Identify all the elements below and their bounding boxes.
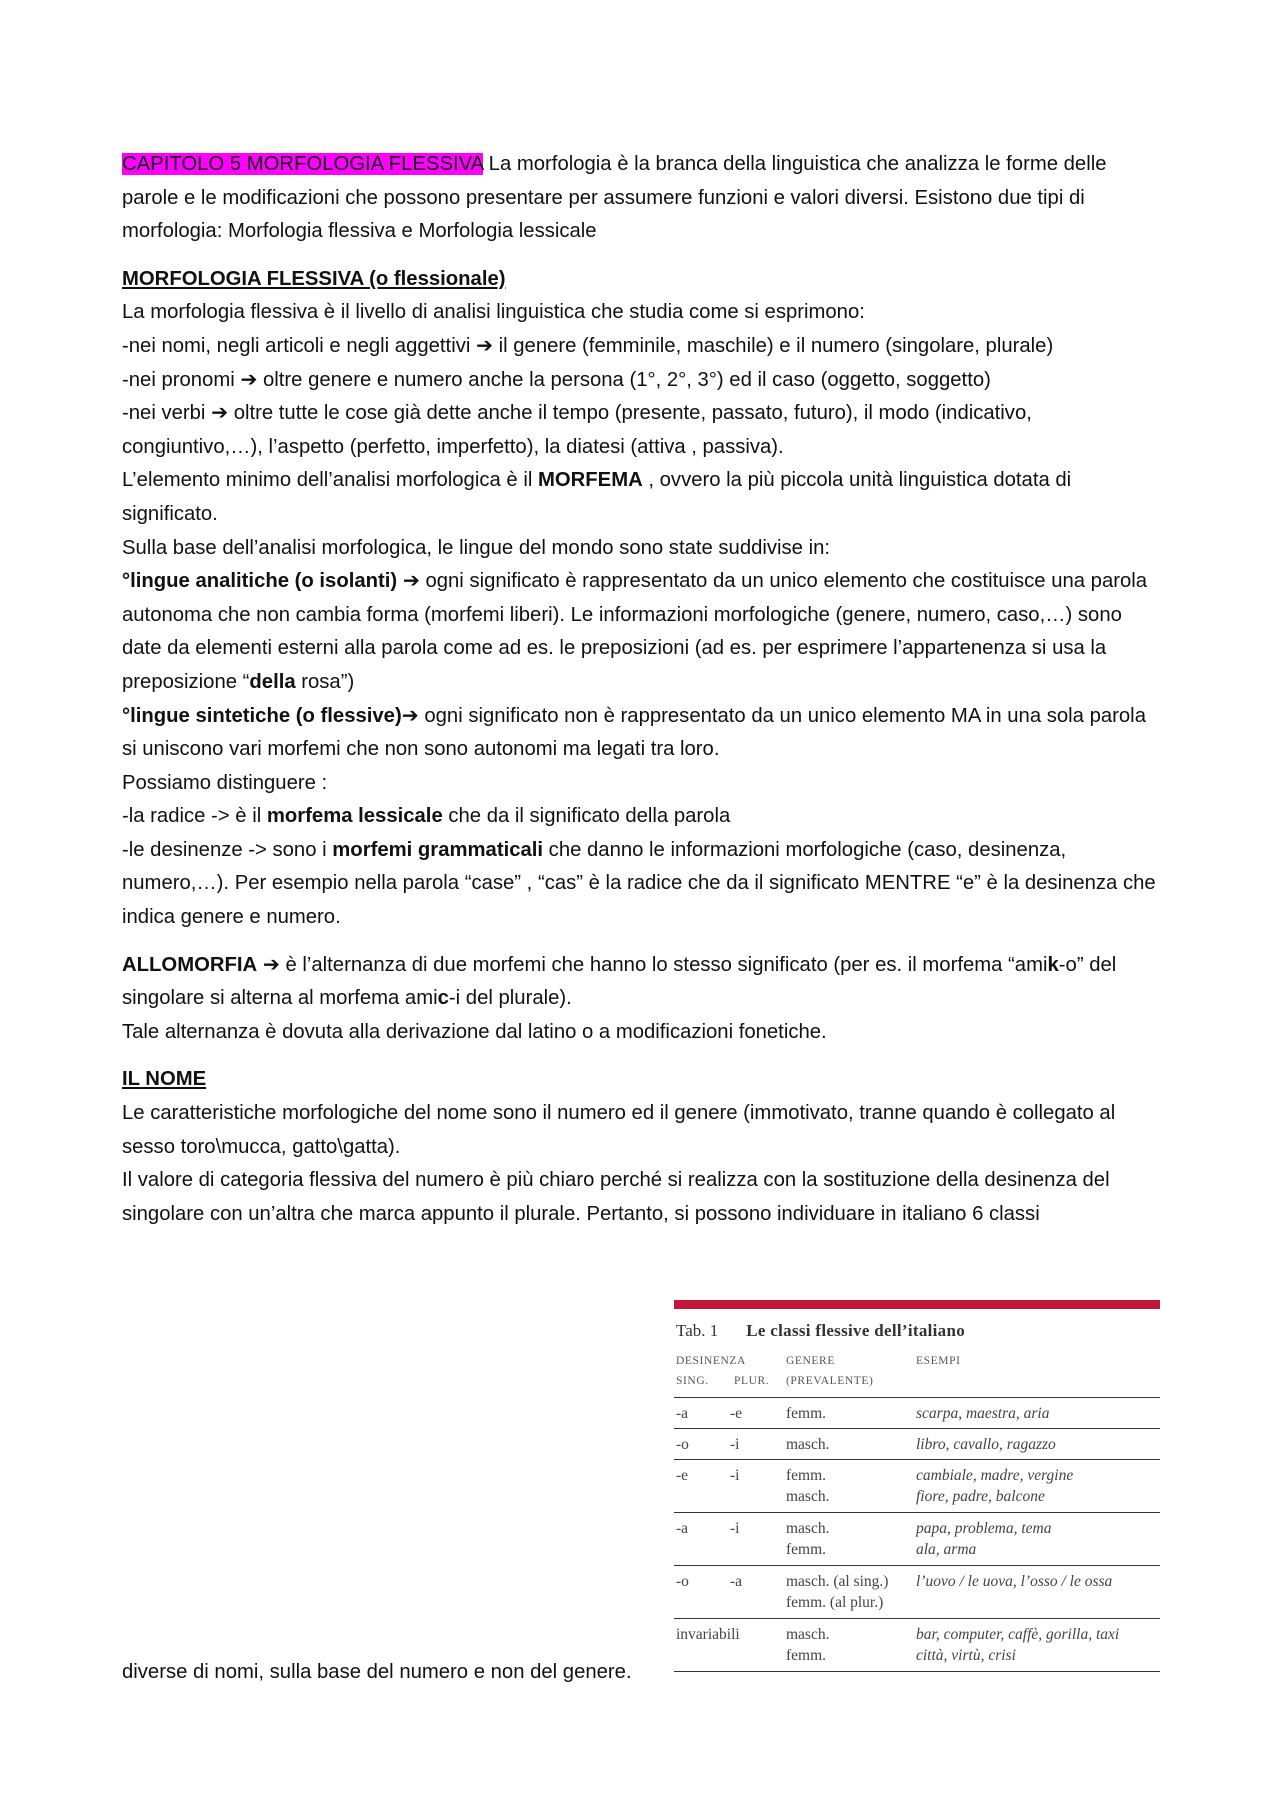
table-cell-gen2: femm. [786,1541,827,1558]
table-row [674,1397,1160,1428]
table-row [674,1618,1160,1671]
table-bottom-rule [674,1671,1160,1672]
desinenze-line: -le desinenze -> sono i morfemi grammaticali che danno le informazioni morfologiche (caso, desinenza, numero,…). Per esempio nella parola “case” , “cas” è la radice che da il significato MENTRE “e” è la desinenza che indica genere e numero. [122,838,1156,929]
table-cell-sing: -a [676,1520,689,1537]
arrow-icon: ➔ [262,953,280,976]
section-heading-flessiva: MORFOLOGIA FLESSIVA (o flessionale) [122,267,506,290]
table-rows [674,1397,1160,1671]
figure-row [122,1300,1162,1690]
arrow-icon: ➔ [240,368,258,391]
table-cell-plur: -i [730,1436,740,1453]
table-cell-ex2: fiore, padre, balcone [916,1488,1045,1505]
table-row [674,1459,1160,1512]
nome-paragraph-1: Le caratteristiche morfologiche del nome sono il numero ed il genere (immotivato, tranne quando è collegato al sesso toro\mucca, gatto\gatta). [122,1102,1116,1158]
distinguere-line: Possiamo distinguere : [122,771,328,794]
table-cell-ex2: ala, arma [916,1541,977,1558]
arrow-icon: ➔ [211,402,229,425]
allomorfia-line2: Tale alternanza è dovuta alla derivazione dal latino o a modificazioni fonetiche. [122,1020,827,1043]
radice-line: -la radice -> è il morfema lessicale che da il significato della parola [122,805,731,828]
flessiva-intro: La morfologia flessiva è il livello di analisi linguistica che studia come si esprimono: [122,301,865,324]
table-row [674,1512,1160,1565]
table-cell-ex1: libro, cavallo, ragazzo [916,1436,1056,1453]
chapter-label: CAPITOLO 5 MORFOLOGIA FLESSIVA [122,153,484,175]
table-cell-sing: -o [676,1573,689,1590]
table-cell-plur: -i [730,1467,740,1484]
table-cell-sing: -e [676,1467,689,1484]
nome-paragraph-tail: diverse di nomi, sulla base del numero e non del genere. [122,1661,632,1683]
table-title: Tab. 1 Le classi flessive dell’italiano [676,1321,966,1340]
section-heading-nome: IL NOME [122,1068,207,1091]
table-cell-ex1: scarpa, maestra, aria [916,1405,1050,1422]
table-row [674,1428,1160,1459]
table-cell-sing: -a [676,1405,689,1422]
arrow-icon: ➔ [402,570,420,593]
inflection-classes-table [674,1300,1160,1672]
nome-paragraph-2: Il valore di categoria flessiva del numero è più chiaro perché si realizza con la sostituzione della desinenza del singolare con un’altra che marca appunto il plurale. Pertanto, si possono individuare in italiano 6 classi [122,1169,1110,1225]
table-cell-gen1: femm. [786,1405,827,1422]
table-cell-sing: -o [676,1436,689,1453]
table-cell-gen2: femm. [786,1647,827,1664]
table-cell-ex1: bar, computer, caffè, gorilla, taxi [916,1626,1120,1643]
table-cell-plur: -e [730,1405,743,1422]
allomorfia-paragraph: ALLOMORFIA ➔ è l’alternanza di due morfemi che hanno lo stesso significato (per es. il morfema “amik-o” del singolare si alterna al morfema amic-i del plurale). [122,953,1117,1010]
table-cell-ex1: papa, problema, tema [916,1520,1052,1537]
allomorfia-label: ALLOMORFIA [122,953,258,976]
lingue-intro: Sulla base dell’analisi morfologica, le lingue del mondo sono state suddivise in: [122,536,831,559]
table-cell-gen1: masch. [786,1436,830,1453]
table-cell-ex2: città, virtù, crisi [916,1647,1016,1664]
bullet-pronomi: -nei pronomi ➔ oltre genere e numero anche la persona (1°, 2°, 3°) ed il caso (oggetto, soggetto) [122,368,991,391]
table-cell-gen1: masch. (al sing.) [786,1573,889,1590]
table-cell-plur: -a [730,1573,743,1590]
table-cell-gen1: masch. [786,1520,830,1537]
table-cell-gen2: femm. (al plur.) [786,1594,884,1611]
table-cell-gen2: masch. [786,1488,830,1505]
bullet-nomi: -nei nomi, negli articoli e negli aggettivi ➔ il genere (femminile, maschile) e il numero (singolare, plurale) [122,334,1054,357]
table-cell-gen1: masch. [786,1626,830,1643]
morfema-paragraph: L’elemento minimo dell’analisi morfologica è il MORFEMA , ovvero la più piccola unità linguistica dotata di significato. [122,469,1072,525]
intro-text: La morfologia è la branca della linguistica che analizza le forme delle parole e le modificazioni che possono presentare per assumere funzioni e valori diversi. Esistono due tipi di morfologia: Morfologia flessiva e Morfologia lessicale [122,153,1107,243]
document-body [122,148,1162,1231]
table-cell-ex1: l’uovo / le uova, l’osso / le ossa [916,1573,1113,1590]
arrow-icon: ➔ [401,704,419,727]
lingue-analitiche: °lingue analitiche (o isolanti) ➔ ogni significato è rappresentato da un unico elemento che costituisce una parola autonoma che non cambia forma (morfemi liberi). Le informazioni morfologiche (genere, numero, caso,…) sono date da elementi esterni alla parola come ad es. le preposizioni (ad es. per esprimere l’appartenenza si usa la preposizione “della rosa”) [122,570,1148,693]
table-cell-ex1: cambiale, madre, vergine [916,1467,1074,1484]
table-top-bar [674,1300,1160,1309]
lingue-sintetiche: °lingue sintetiche (o flessive)➔ ogni significato non è rappresentato da un unico elemento MA in una sola parola si uniscono vari morfemi che non sono autonomi ma legati tra loro. [122,704,1146,761]
table-cell-sing: invariabili [676,1626,740,1643]
table-row [674,1565,1160,1618]
intro-paragraph [122,148,1162,249]
table-cell-plur: -i [730,1520,740,1537]
arrow-icon: ➔ [475,334,493,357]
table-cell-gen1: femm. [786,1467,827,1484]
bullet-verbi: -nei verbi ➔ oltre tutte le cose già dette anche il tempo (presente, passato, futuro), il modo (indicativo, congiuntivo,…), l’aspetto (perfetto, imperfetto), la diatesi (attiva , passiva). [122,402,1032,458]
table-header: DESINENZA SING. PLUR. GENERE (PREVALENTE) ESEMPI [676,1355,961,1387]
